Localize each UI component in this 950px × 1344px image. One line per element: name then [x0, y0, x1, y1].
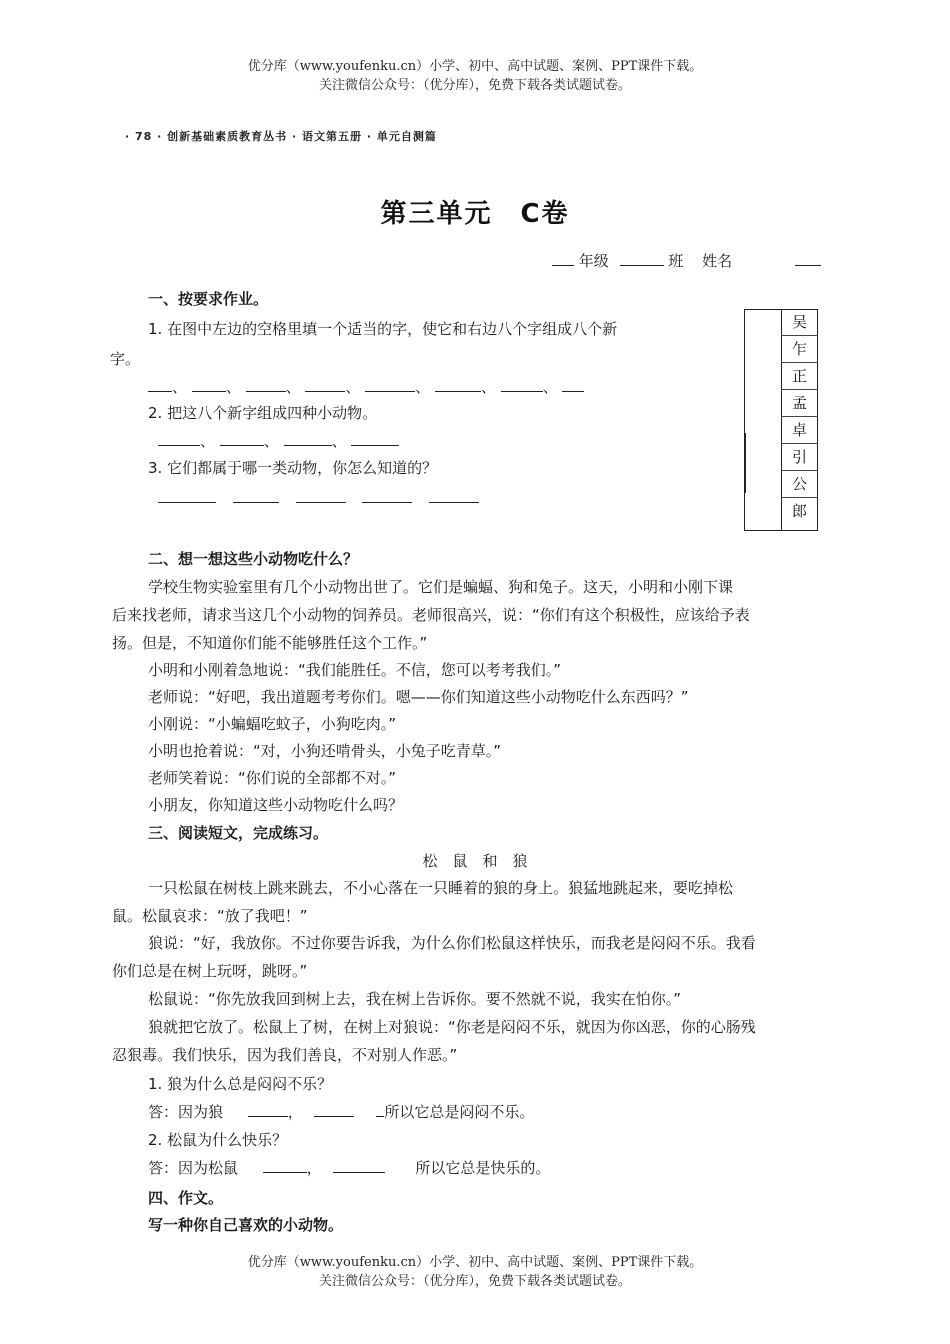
- a2-suffix: 所以它总是快乐的。: [415, 1159, 551, 1177]
- series-line: · 78 · 创新基础素质教育丛书 · 语文第五册 · 单元自测篇: [125, 130, 437, 143]
- s3-s2-l1: 狼说：“好，我放你。不过你要告诉我，为什么你们松鼠这样快乐，而我老是闷闷不乐。我看: [148, 934, 756, 952]
- answer-blank[interactable]: [192, 377, 226, 392]
- a2-prefix: 答：因为松鼠: [148, 1159, 239, 1177]
- s2-p5: 小明也抢着说：“对，小狗还啃骨头，小兔子吃青草。”: [148, 742, 502, 760]
- s1-q2-answers: 、 、 、: [158, 430, 399, 451]
- footer-line-1: 优分库（www.youfenku.cn）小学、初中、高中试题、案例、PPT课件下载。: [247, 1255, 703, 1270]
- s1-q3: 3. 它们都属于哪一类动物，你怎么知道的？: [148, 459, 438, 477]
- s3-a1: 答：因为狼 ， 所以它总是闷闷不乐。: [148, 1103, 535, 1121]
- s3-s1-l2: 鼠。松鼠哀求：“放了我吧！”: [112, 907, 308, 925]
- s3-a2: 答：因为松鼠 ， 所以它总是快乐的。: [148, 1159, 551, 1177]
- s3-s4-l1: 狼就把它放了。松鼠上了树，在树上对狼说：“你老是闷闷不乐，就因为你凶恶，你的心肠残: [148, 1018, 756, 1036]
- answer-blank[interactable]: [362, 488, 412, 503]
- page-title: 第三单元 C卷: [380, 199, 570, 229]
- section2-heading: 二、想一想这些小动物吃什么？: [148, 550, 359, 568]
- class-blank[interactable]: [620, 251, 664, 266]
- answer-blank[interactable]: [233, 488, 279, 503]
- section4-heading: 四、作文。: [148, 1189, 224, 1207]
- s3-s4-l2: 忍狠毒。我们快乐，因为我们善良，不对别人作恶。”: [112, 1046, 458, 1064]
- footer-line-2: 关注微信公众号：（优分库），免费下载各类试题试卷。: [318, 1274, 631, 1289]
- grade-label: 年级: [578, 252, 609, 270]
- grid-char: 引: [781, 444, 818, 471]
- s2-p6: 老师笑着说：“你们说的全部都不对。”: [148, 769, 397, 787]
- s2-p4: 小刚说：“小蝙蝠吃蚊子，小狗吃肉。”: [148, 715, 397, 733]
- s2-p3: 老师说：“好吧，我出道题考考你们。嗯——你们知道这些小动物吃什么东西吗？”: [148, 688, 689, 706]
- grid-char: 公: [781, 471, 818, 498]
- answer-blank[interactable]: [435, 377, 481, 392]
- name-label: 姓名: [702, 252, 733, 270]
- answer-blank[interactable]: [429, 488, 479, 503]
- grid-char: 卓: [781, 417, 818, 444]
- grid-char: 正: [781, 363, 818, 390]
- s2-p7: 小朋友，你知道这些小动物吃什么吗？: [148, 796, 404, 814]
- s2-p2: 小明和小刚着急地说：“我们能胜任。不信，您可以考考我们。”: [148, 661, 562, 679]
- answer-blank[interactable]: [248, 1102, 288, 1117]
- answer-blank[interactable]: [333, 1158, 385, 1173]
- section1-heading: 一、按要求作业。: [148, 290, 269, 308]
- answer-blank[interactable]: [158, 431, 200, 446]
- s2-p1-l2: 后来找老师，请求当这几个小动物的饲养员。老师很高兴，说：“你们有这个积极性，应该给予表: [112, 606, 750, 624]
- answer-blank[interactable]: [351, 431, 399, 446]
- grid-char: 孟: [781, 390, 818, 417]
- answer-blank[interactable]: [314, 1102, 354, 1117]
- header-line-1: 优分库（www.youfenku.cn）小学、初中、高中试题、案例、PPT课件下载。: [247, 59, 703, 74]
- s1-q2: 2. 把这八个新字组成四种小动物。: [148, 404, 378, 422]
- answer-blank[interactable]: [220, 431, 264, 446]
- grid-char: 郎: [791, 502, 807, 520]
- s3-q2: 2. 松鼠为什么快乐？: [148, 1131, 288, 1149]
- a1-prefix: 答：因为狼: [148, 1103, 224, 1121]
- answer-blank[interactable]: [246, 377, 286, 392]
- header-line-2: 关注微信公众号：（优分库），免费下载各类试题试卷。: [318, 78, 631, 93]
- story-title: 松 鼠 和 狼: [422, 852, 528, 870]
- section3-heading: 三、阅读短文，完成练习。: [148, 824, 329, 842]
- s4-line1: 写一种你自己喜欢的小动物。: [148, 1216, 344, 1234]
- s2-p1-l1: 学校生物实验室里有几个小动物出世了。它们是蝙蝠、狗和兔子。这天，小明和小刚下课: [148, 578, 734, 596]
- a1-suffix: 所以它总是闷闷不乐。: [384, 1103, 535, 1121]
- answer-blank[interactable]: [305, 377, 345, 392]
- answer-blank[interactable]: [296, 488, 346, 503]
- s2-p1-l3: 扬。但是，不知道你们能不能够胜任这个工作。”: [112, 634, 428, 652]
- grid-mark: [744, 433, 746, 493]
- answer-blank[interactable]: [158, 488, 216, 503]
- name-blank[interactable]: [795, 251, 821, 266]
- answer-blank[interactable]: [501, 377, 543, 392]
- grid-char: 乍: [781, 336, 818, 363]
- s1-q3-answer: [158, 488, 479, 507]
- class-label: 班: [668, 252, 684, 270]
- s1-q1-line1: 1. 在图中左边的空格里填一个适当的字，使它和右边八个字组成八个新: [148, 320, 618, 338]
- answer-blank[interactable]: [562, 377, 584, 392]
- grid-char: 吴: [781, 309, 818, 336]
- s3-s2-l2: 你们总是在树上玩呀，跳呀。”: [112, 962, 308, 980]
- answer-blank[interactable]: [365, 377, 415, 392]
- grade-blank[interactable]: [552, 251, 574, 266]
- s3-s3: 松鼠说：“你先放我回到树上去，我在树上告诉你。要不然就不说，我实在怕你。”: [148, 990, 682, 1008]
- s1-q1-line2: 字。: [110, 350, 141, 368]
- s3-q1: 1. 狼为什么总是闷闷不乐？: [148, 1075, 333, 1093]
- answer-blank[interactable]: [148, 377, 172, 392]
- s3-s1-l1: 一只松鼠在树枝上跳来跳去，不小心落在一只睡着的狼的身上。狼猛地跳起来，要吃掉松: [148, 879, 734, 897]
- answer-blank[interactable]: [263, 1158, 307, 1173]
- answer-blank[interactable]: [284, 431, 332, 446]
- student-info: [552, 250, 821, 271]
- s1-q1-answers: 、 、 、 、 、 、 、: [148, 376, 584, 397]
